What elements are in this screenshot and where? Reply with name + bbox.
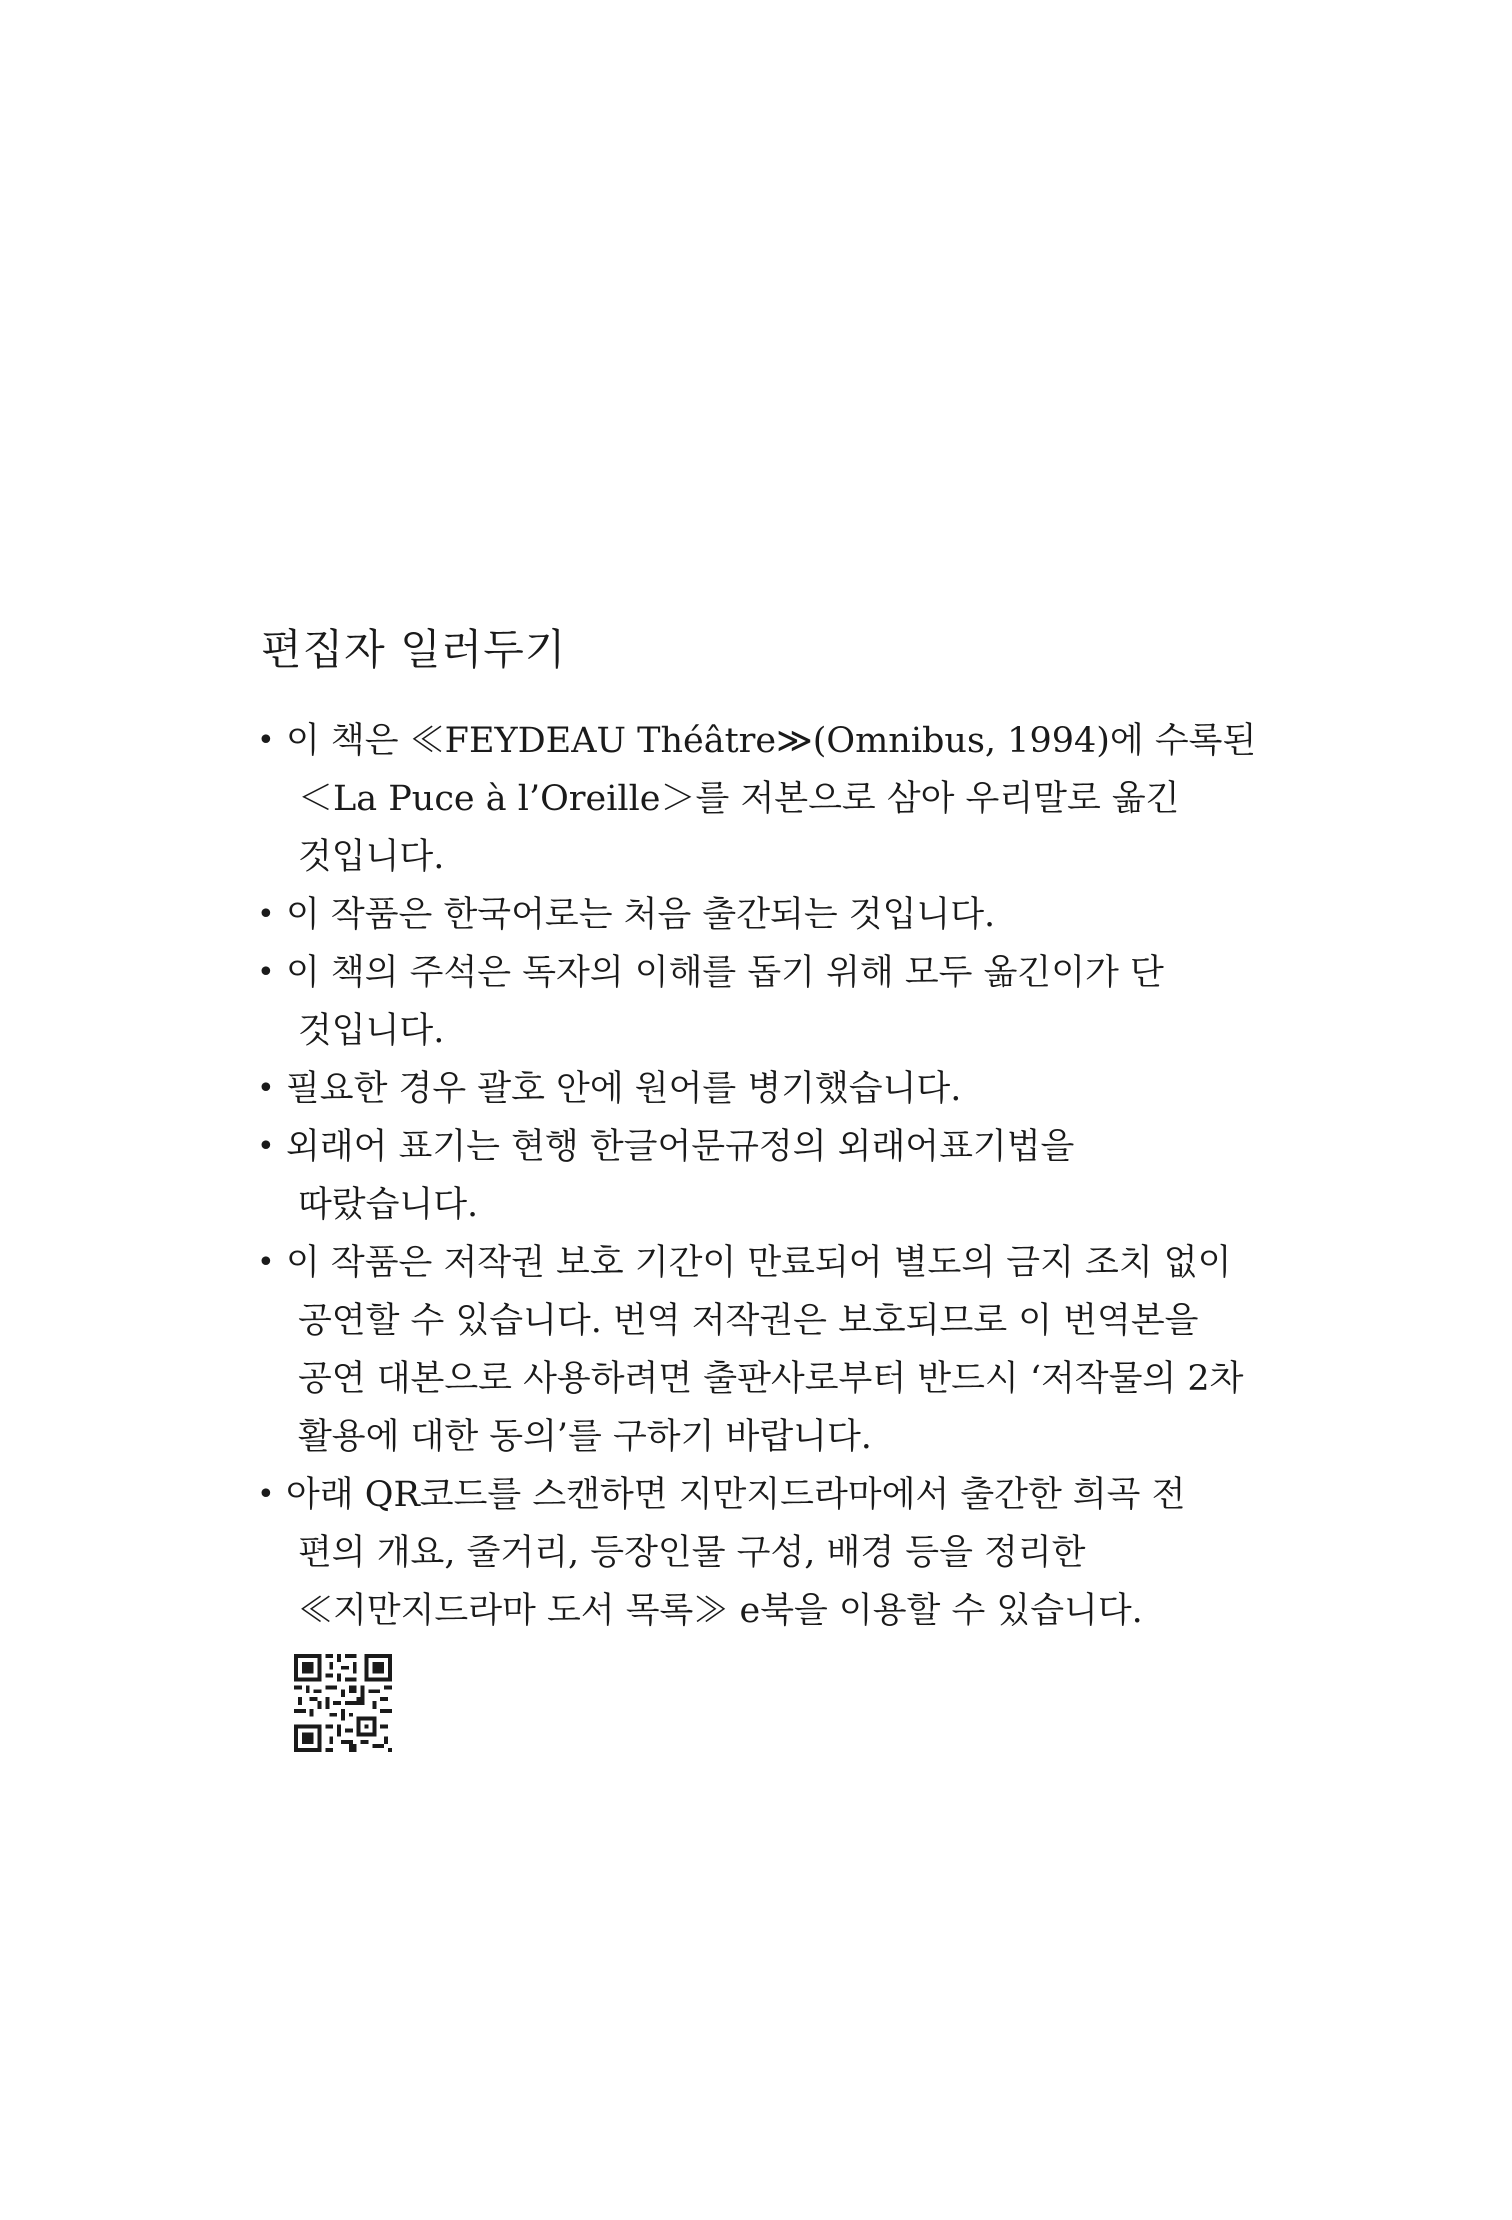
editor-notes-list bbox=[257, 712, 1257, 1640]
note-item-1 bbox=[257, 712, 1257, 886]
qr-code-icon[interactable] bbox=[294, 1654, 392, 1752]
note-line: 이 책의 주석은 독자의 이해를 돕기 위해 모두 옮긴이가 단 bbox=[286, 953, 1164, 993]
bullet-icon: • bbox=[257, 1129, 275, 1164]
note-line: 따랐습니다. bbox=[298, 1185, 479, 1225]
bullet-icon: • bbox=[257, 1245, 275, 1280]
note-item-6 bbox=[257, 1234, 1257, 1466]
note-line: 공연 대본으로 사용하려면 출판사로부터 반드시 ‘저작물의 2차 bbox=[298, 1359, 1244, 1399]
editor-notes-heading: 편집자 일러두기 bbox=[261, 625, 567, 674]
bullet-icon: • bbox=[257, 955, 275, 990]
bullet-icon: • bbox=[257, 1071, 275, 1106]
bullet-icon: • bbox=[257, 723, 275, 758]
note-line: 것입니다. bbox=[298, 1011, 445, 1051]
note-line: 아래 QR코드를 스캔하면 지만지드라마에서 출간한 희곡 전 bbox=[286, 1475, 1186, 1515]
note-item-4 bbox=[257, 1060, 1257, 1118]
note-line: 이 작품은 저작권 보호 기간이 만료되어 별도의 금지 조치 없이 bbox=[286, 1243, 1232, 1283]
note-item-2 bbox=[257, 886, 1257, 944]
note-line: ≪지만지드라마 도서 목록≫ e북을 이용할 수 있습니다. bbox=[298, 1591, 1143, 1631]
note-line: 활용에 대한 동의’를 구하기 바랍니다. bbox=[298, 1417, 872, 1457]
note-item-5 bbox=[257, 1118, 1257, 1234]
note-line: 외래어 표기는 현행 한글어문규정의 외래어표기법을 bbox=[286, 1127, 1075, 1167]
note-line: 필요한 경우 괄호 안에 원어를 병기했습니다. bbox=[286, 1069, 962, 1109]
note-line: ＜La Puce à l’Oreille＞를 저본으로 삼아 우리말로 옮긴 bbox=[298, 779, 1180, 819]
note-line: 것입니다. bbox=[298, 837, 445, 877]
note-line: 이 작품은 한국어로는 처음 출간되는 것입니다. bbox=[286, 895, 996, 935]
note-line: 편의 개요, 줄거리, 등장인물 구성, 배경 등을 정리한 bbox=[298, 1533, 1086, 1573]
note-line: 이 책은 ≪FEYDEAU Théâtre≫(Omnibus, 1994)에 수록된 bbox=[286, 721, 1257, 761]
note-item-7 bbox=[257, 1466, 1257, 1640]
note-line: 공연할 수 있습니다. 번역 저작권은 보호되므로 이 번역본을 bbox=[298, 1301, 1199, 1341]
bullet-icon: • bbox=[257, 897, 275, 932]
bullet-icon: • bbox=[257, 1477, 275, 1512]
note-item-3 bbox=[257, 944, 1257, 1060]
